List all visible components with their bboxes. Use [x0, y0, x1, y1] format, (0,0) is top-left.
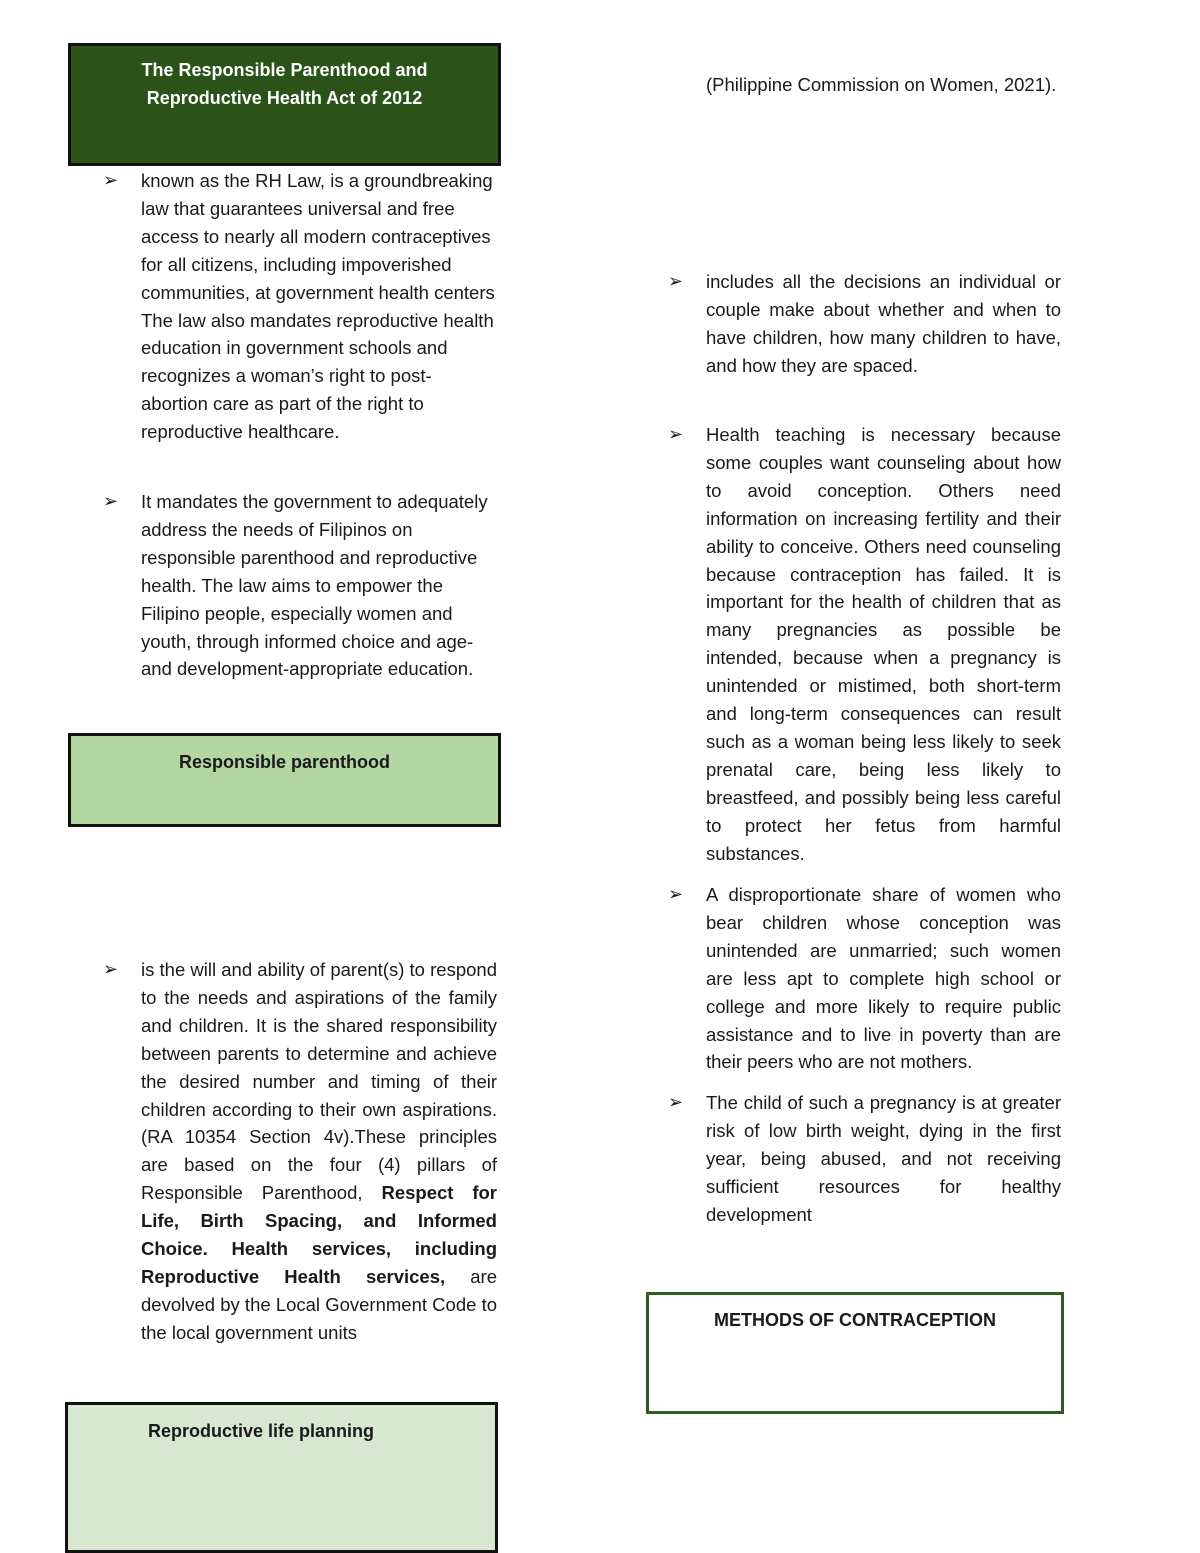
- list-item: [103, 488, 496, 683]
- parenthood-text-bold: Respect for Life, Birth Spacing, and Informed Choice. Health services, including Reproductive Health services,: [141, 1182, 498, 1287]
- list-item: [668, 881, 1061, 1076]
- bullet-text: It mandates the government to adequately address the needs of Filipinos on responsible parenthood and reproductive health. The law aims to empower the Filipino people, especially women and youth, through informed choice and age- and development-appropriate education.: [141, 491, 488, 680]
- list-item: [103, 167, 496, 446]
- arrow-bullet-icon: ➢: [668, 424, 684, 444]
- bullet-text: The child of such a pregnancy is at greater risk of low birth weight, dying in the first year, being abused, and not receiving sufficient resources for healthy development: [706, 1092, 1061, 1225]
- parenthood-text-part1: is the will and ability of parent(s) to respond to the needs and aspirations of the family and children. It is the shared responsibility between parents to determine and achieve the desired number and timing of their children according to their own aspirations. (RA 10354 Section 4v).These principles are based on the four (4) pillars of Responsible Parenthood,: [141, 959, 497, 1204]
- parenthood-text-part3: are devolved by the Local Government Code to the local government units: [141, 1265, 497, 1343]
- citation-text: (Philippine Commission on Women, 2021).: [706, 74, 1057, 95]
- methods-of-contraception-heading: METHODS OF CONTRACEPTION: [714, 1310, 996, 1330]
- bullet-text: includes all the decisions an individual or couple make about whether and when to have children, how many children to have, and how they are spaced.: [706, 271, 1061, 376]
- arrow-bullet-icon: ➢: [668, 884, 684, 904]
- bullet-text: known as the RH Law, is a groundbreaking law that guarantees universal and free access to nearly all modern contraceptives for all citizens, including impoverished communities, at government health centers The law also mandates reproductive health education in government schools and recognizes a woman’s right to post-abortion care as part of the right to reproductive healthcare.: [141, 170, 495, 443]
- list-item: [668, 421, 1061, 868]
- arrow-bullet-icon: ➢: [103, 491, 119, 511]
- bullet-text: Health teaching is necessary because some couples want counseling about how to avoid conception. Others need information on increasing fertility and their ability to conceive. Others need counseling because contraception has failed. It is important for the health of children that as many pregnancies as possible be intended, because when a pregnancy is unintended or mistimed, both short-term and long-term consequences can result such as a woman being less likely to seek prenatal care, being less likely to breastfeed, and possibly being less careful to protect her fetus from harmful substances.: [706, 424, 1061, 864]
- bullet-text: [141, 956, 497, 1347]
- rh-law-title: The Responsible Parenthood and Reproductive Health Act of 2012: [141, 60, 428, 108]
- list-item: [103, 956, 498, 1347]
- responsible-parenthood-box: [68, 733, 501, 827]
- list-item: [668, 268, 1061, 380]
- reproductive-life-planning-box: [65, 1402, 498, 1553]
- bullet-text: A disproportionate share of women who bear children whose conception was unintended are unmarried; such women are less apt to complete high school or college and more likely to require public assistance and to live in poverty than are their peers who are not mothers.: [706, 884, 1061, 1073]
- arrow-bullet-icon: ➢: [668, 271, 684, 291]
- list-item: [668, 1089, 1061, 1229]
- arrow-bullet-icon: ➢: [668, 1092, 684, 1112]
- methods-of-contraception-box: [646, 1292, 1064, 1414]
- arrow-bullet-icon: ➢: [103, 170, 119, 190]
- reproductive-life-planning-heading: Reproductive life planning: [148, 1421, 375, 1441]
- arrow-bullet-icon: ➢: [103, 959, 119, 979]
- rh-law-title-box: [68, 43, 501, 166]
- responsible-parenthood-heading: Responsible parenthood: [178, 752, 391, 772]
